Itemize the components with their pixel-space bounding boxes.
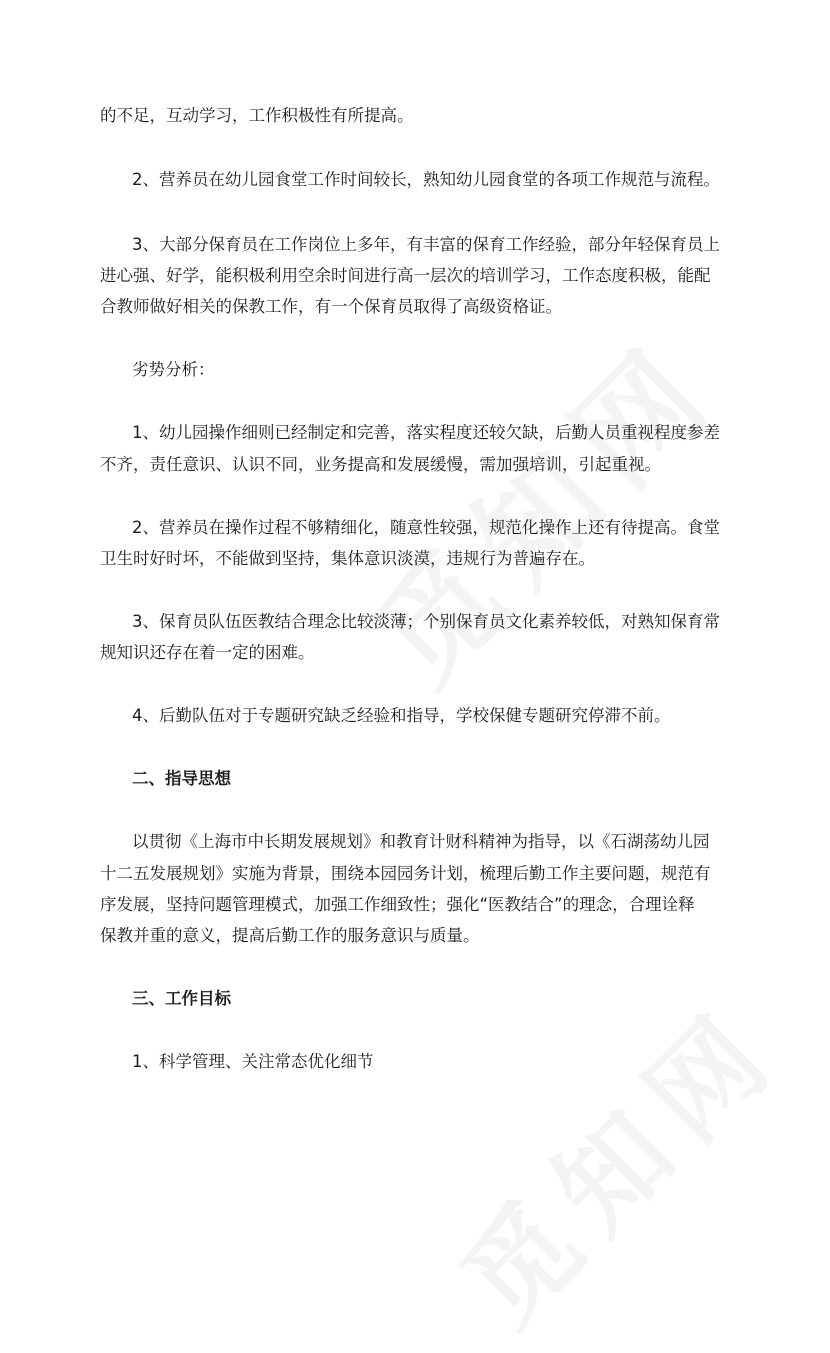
paragraph-line: 2、营养员在幼儿园食堂工作时间较长，熟知幼儿园食堂的各项工作规范与流程。	[132, 170, 720, 189]
paragraph-line: 序发展，坚持问题管理模式，加强工作细致性；强化“医教结合”的理念，合理诠释	[100, 895, 695, 914]
paragraph-line: 3、保育员队伍医教结合理念比较淡薄；个别保育员文化素养较低，对熟知保育常	[132, 612, 720, 631]
section-heading: 三、工作目标	[132, 989, 231, 1008]
watermark	[421, 965, 808, 1352]
paragraph-line: 1、幼儿园操作细则已经制定和完善，落实程度还较欠缺，后勤人员重视程度参差	[132, 423, 720, 442]
paragraph-line: 1、科学管理、关注常态优化细节	[132, 1052, 374, 1071]
paragraph-line: 合教师做好相关的保教工作，有一个保育员取得了高级资格证。	[100, 297, 562, 316]
section-label: 劣势分析：	[132, 360, 215, 379]
paragraph-line: 3、大部分保育员在工作岗位上多年，有丰富的保育工作经验，部分年轻保育员上	[132, 235, 720, 254]
section-heading: 二、指导思想	[132, 769, 231, 788]
watermark	[331, 297, 750, 716]
paragraph-line: 不齐，责任意识、认识不同，业务提高和发展缓慢，需加强培训，引起重视。	[100, 455, 661, 474]
paragraph-line: 的不足，互动学习，工作积极性有所提高。	[100, 106, 414, 125]
paragraph-line: 以贯彻《上海市中长期发展规划》和教育计财科精神为指导，以《石湖荡幼儿园	[132, 832, 710, 851]
paragraph-line: 2、营养员在操作过程不够精细化，随意性较强，规范化操作上还有待提高。食堂	[132, 518, 720, 537]
paragraph-line: 规知识还存在着一定的困难。	[100, 643, 315, 662]
paragraph-line: 卫生时好时坏，不能做到坚持，集体意识淡漠，违规行为普遍存在。	[100, 549, 595, 568]
paragraph-line: 进心强、好学，能积极利用空余时间进行高一层次的培训学习，工作态度积极，能配	[100, 266, 711, 285]
paragraph-line: 4、后勤队伍对于专题研究缺乏经验和指导，学校保健专题研究停滞不前。	[132, 706, 671, 725]
paragraph-line: 十二五发展规划》实施为背景，围绕本园园务计划，梳理后勤工作主要问题，规范有	[100, 864, 711, 883]
paragraph-line: 保教并重的意义，提高后勤工作的服务意识与质量。	[100, 926, 480, 945]
